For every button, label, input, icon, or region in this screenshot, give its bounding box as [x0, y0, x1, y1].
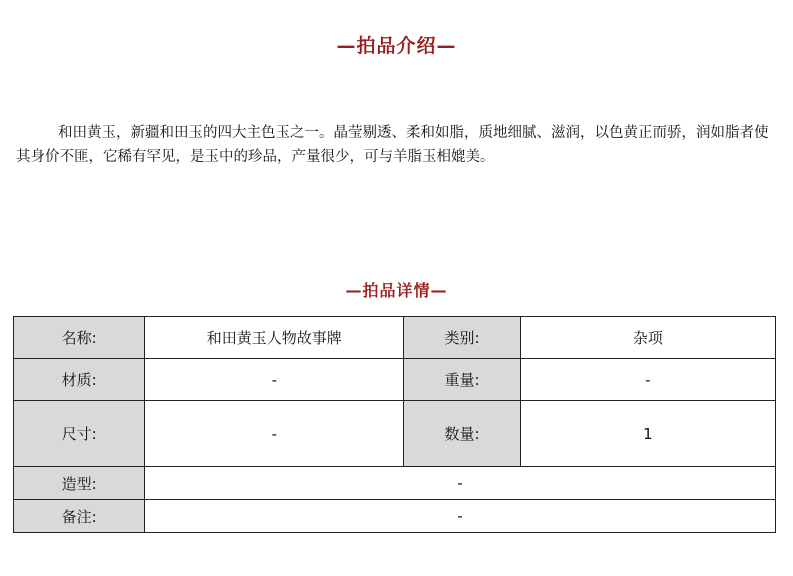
weight-value: -: [520, 359, 775, 401]
material-value: -: [145, 359, 404, 401]
shape-label: 造型:: [14, 467, 145, 500]
table-row-name: [14, 317, 776, 359]
remark-value: -: [145, 500, 776, 533]
intro-section-title: —拍品介绍—: [336, 35, 457, 57]
table-row-remark: [14, 500, 776, 533]
weight-label: 重量:: [404, 359, 520, 401]
name-label: 名称:: [14, 317, 145, 359]
remark-label: 备注:: [14, 500, 145, 533]
table-row-size: [14, 401, 776, 467]
table-row-material: [14, 359, 776, 401]
category-label: 类别:: [404, 317, 520, 359]
intro-paragraph: 和田黄玉，新疆和田玉的四大主色玉之一。晶莹剔透、柔和如脂，质地细腻、滋润，以色黄正而骄，润如脂者使其身价不匪，它稀有罕见，是玉中的珍品，产量很少，可与羊脂玉相媲美。: [16, 125, 769, 165]
table-row-shape: [14, 467, 776, 500]
material-label: 材质:: [14, 359, 145, 401]
quantity-value: 1: [520, 401, 775, 467]
shape-value: -: [145, 467, 776, 500]
size-label: 尺寸:: [14, 401, 145, 467]
name-value: 和田黄玉人物故事牌: [145, 317, 404, 359]
details-section-title: —拍品详情—: [345, 281, 448, 300]
category-value: 杂项: [520, 317, 775, 359]
size-value: -: [145, 401, 404, 467]
quantity-label: 数量:: [404, 401, 520, 467]
details-table: [13, 316, 776, 533]
